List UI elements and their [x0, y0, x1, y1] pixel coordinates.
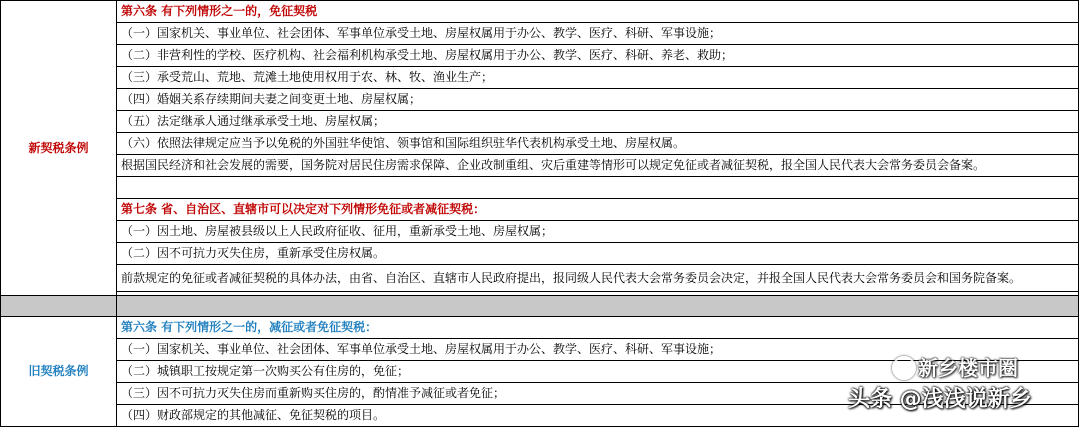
new-art6-item-6: （六）依照法律规定应当予以免税的外国驻华使馆、领事馆和国际组织驻华代表机构承受土地、房屋权属。: [117, 133, 1079, 155]
new-art6-item-3: （三）承受荒山、荒地、荒滩土地使用权用于农、林、牧、渔业生产；: [117, 67, 1079, 89]
table-row: [1, 265, 1079, 292]
new-art6-item-2: （二）非营利性的学校、医疗机构、社会福利机构承受土地、房屋权属用于办公、教学、医疗、科研、养老、救助；: [117, 45, 1079, 67]
table-row: [1, 89, 1079, 111]
wechat-icon: [892, 356, 916, 380]
empty-cell: [117, 177, 1079, 199]
table-row: [1, 133, 1079, 155]
new-art6-item-1: （一）国家机关、事业单位、社会团体、军事单位承受土地、房屋权属用于办公、教学、医疗、科研、军事设施；: [117, 23, 1079, 45]
table-row: [1, 221, 1079, 243]
old-art6-item-4: （四）财政部规定的其他减征、免征契税的项目。: [117, 405, 1079, 427]
table-row: [1, 45, 1079, 67]
new-art7-item-2: （二）因不可抗力灭失住房，重新承受住房权属。: [117, 243, 1079, 265]
new-art6-note: 根据国民经济和社会发展的需要，国务院对居民住房需求保障、企业改制重组、灾后重建等情形可以规定免征或者减征契税，报全国人民代表大会常务委员会备案。: [117, 155, 1079, 177]
old-art6-title-row: [1, 317, 1079, 339]
table-row: [1, 111, 1079, 133]
table-row: [1, 155, 1079, 177]
new-art6-item-4: （四）婚姻关系存续期间夫妻之间变更土地、房屋权属；: [117, 89, 1079, 111]
new-art7-item-1: （一）因土地、房屋被县级以上人民政府征收、征用，重新承受土地、房屋权属；: [117, 221, 1079, 243]
old-art6-item-2: （二）城镇职工按规定第一次购买公有住房的，免征；: [117, 361, 1079, 383]
new-art7-title: 第七条 省、自治区、直辖市可以决定对下列情形免征或者减征契税：: [117, 199, 1079, 221]
old-art6-item-1: （一）国家机关、事业单位、社会团体、军事单位承受土地、房屋权属用于办公、教学、医疗、科研、军事设施；: [117, 339, 1079, 361]
separator-cell: [1, 296, 117, 317]
new-art7-title-row: [1, 199, 1079, 221]
table-row: [1, 23, 1079, 45]
new-art6-title-row: [1, 1, 1079, 23]
new-art7-note: 前款规定的免征或者减征契税的具体办法，由省、自治区、直辖市人民政府提出，报同级人民代表大会常务委员会决定，并报全国人民代表大会常务委员会和国务院备案。: [117, 265, 1079, 292]
old-art6-title: 第六条 有下列情形之一的，减征或者免征契税：: [117, 317, 1079, 339]
old-art6-item-3: （三）因不可抗力灭失住房而重新购买住房的，酌情准予减征或者免征；: [117, 383, 1079, 405]
table-row: [1, 67, 1079, 89]
new-section-label: 新契税条例: [1, 1, 117, 296]
table-row: [1, 177, 1079, 199]
section-separator: [1, 296, 1079, 317]
watermark-source: 头条 @浅浅说新乡: [848, 387, 1032, 412]
table-row: [1, 339, 1079, 361]
separator-cell: [117, 296, 1079, 317]
old-section-label: 旧契税条例: [1, 317, 117, 427]
table-row: [1, 243, 1079, 265]
new-art6-item-5: （五）法定继承人通过继承承受土地、房屋权属；: [117, 111, 1079, 133]
table-row: [1, 361, 1079, 383]
new-art6-title: 第六条 有下列情形之一的，免征契税: [117, 1, 1079, 23]
watermark-account: 新乡楼市圈: [918, 356, 1018, 380]
